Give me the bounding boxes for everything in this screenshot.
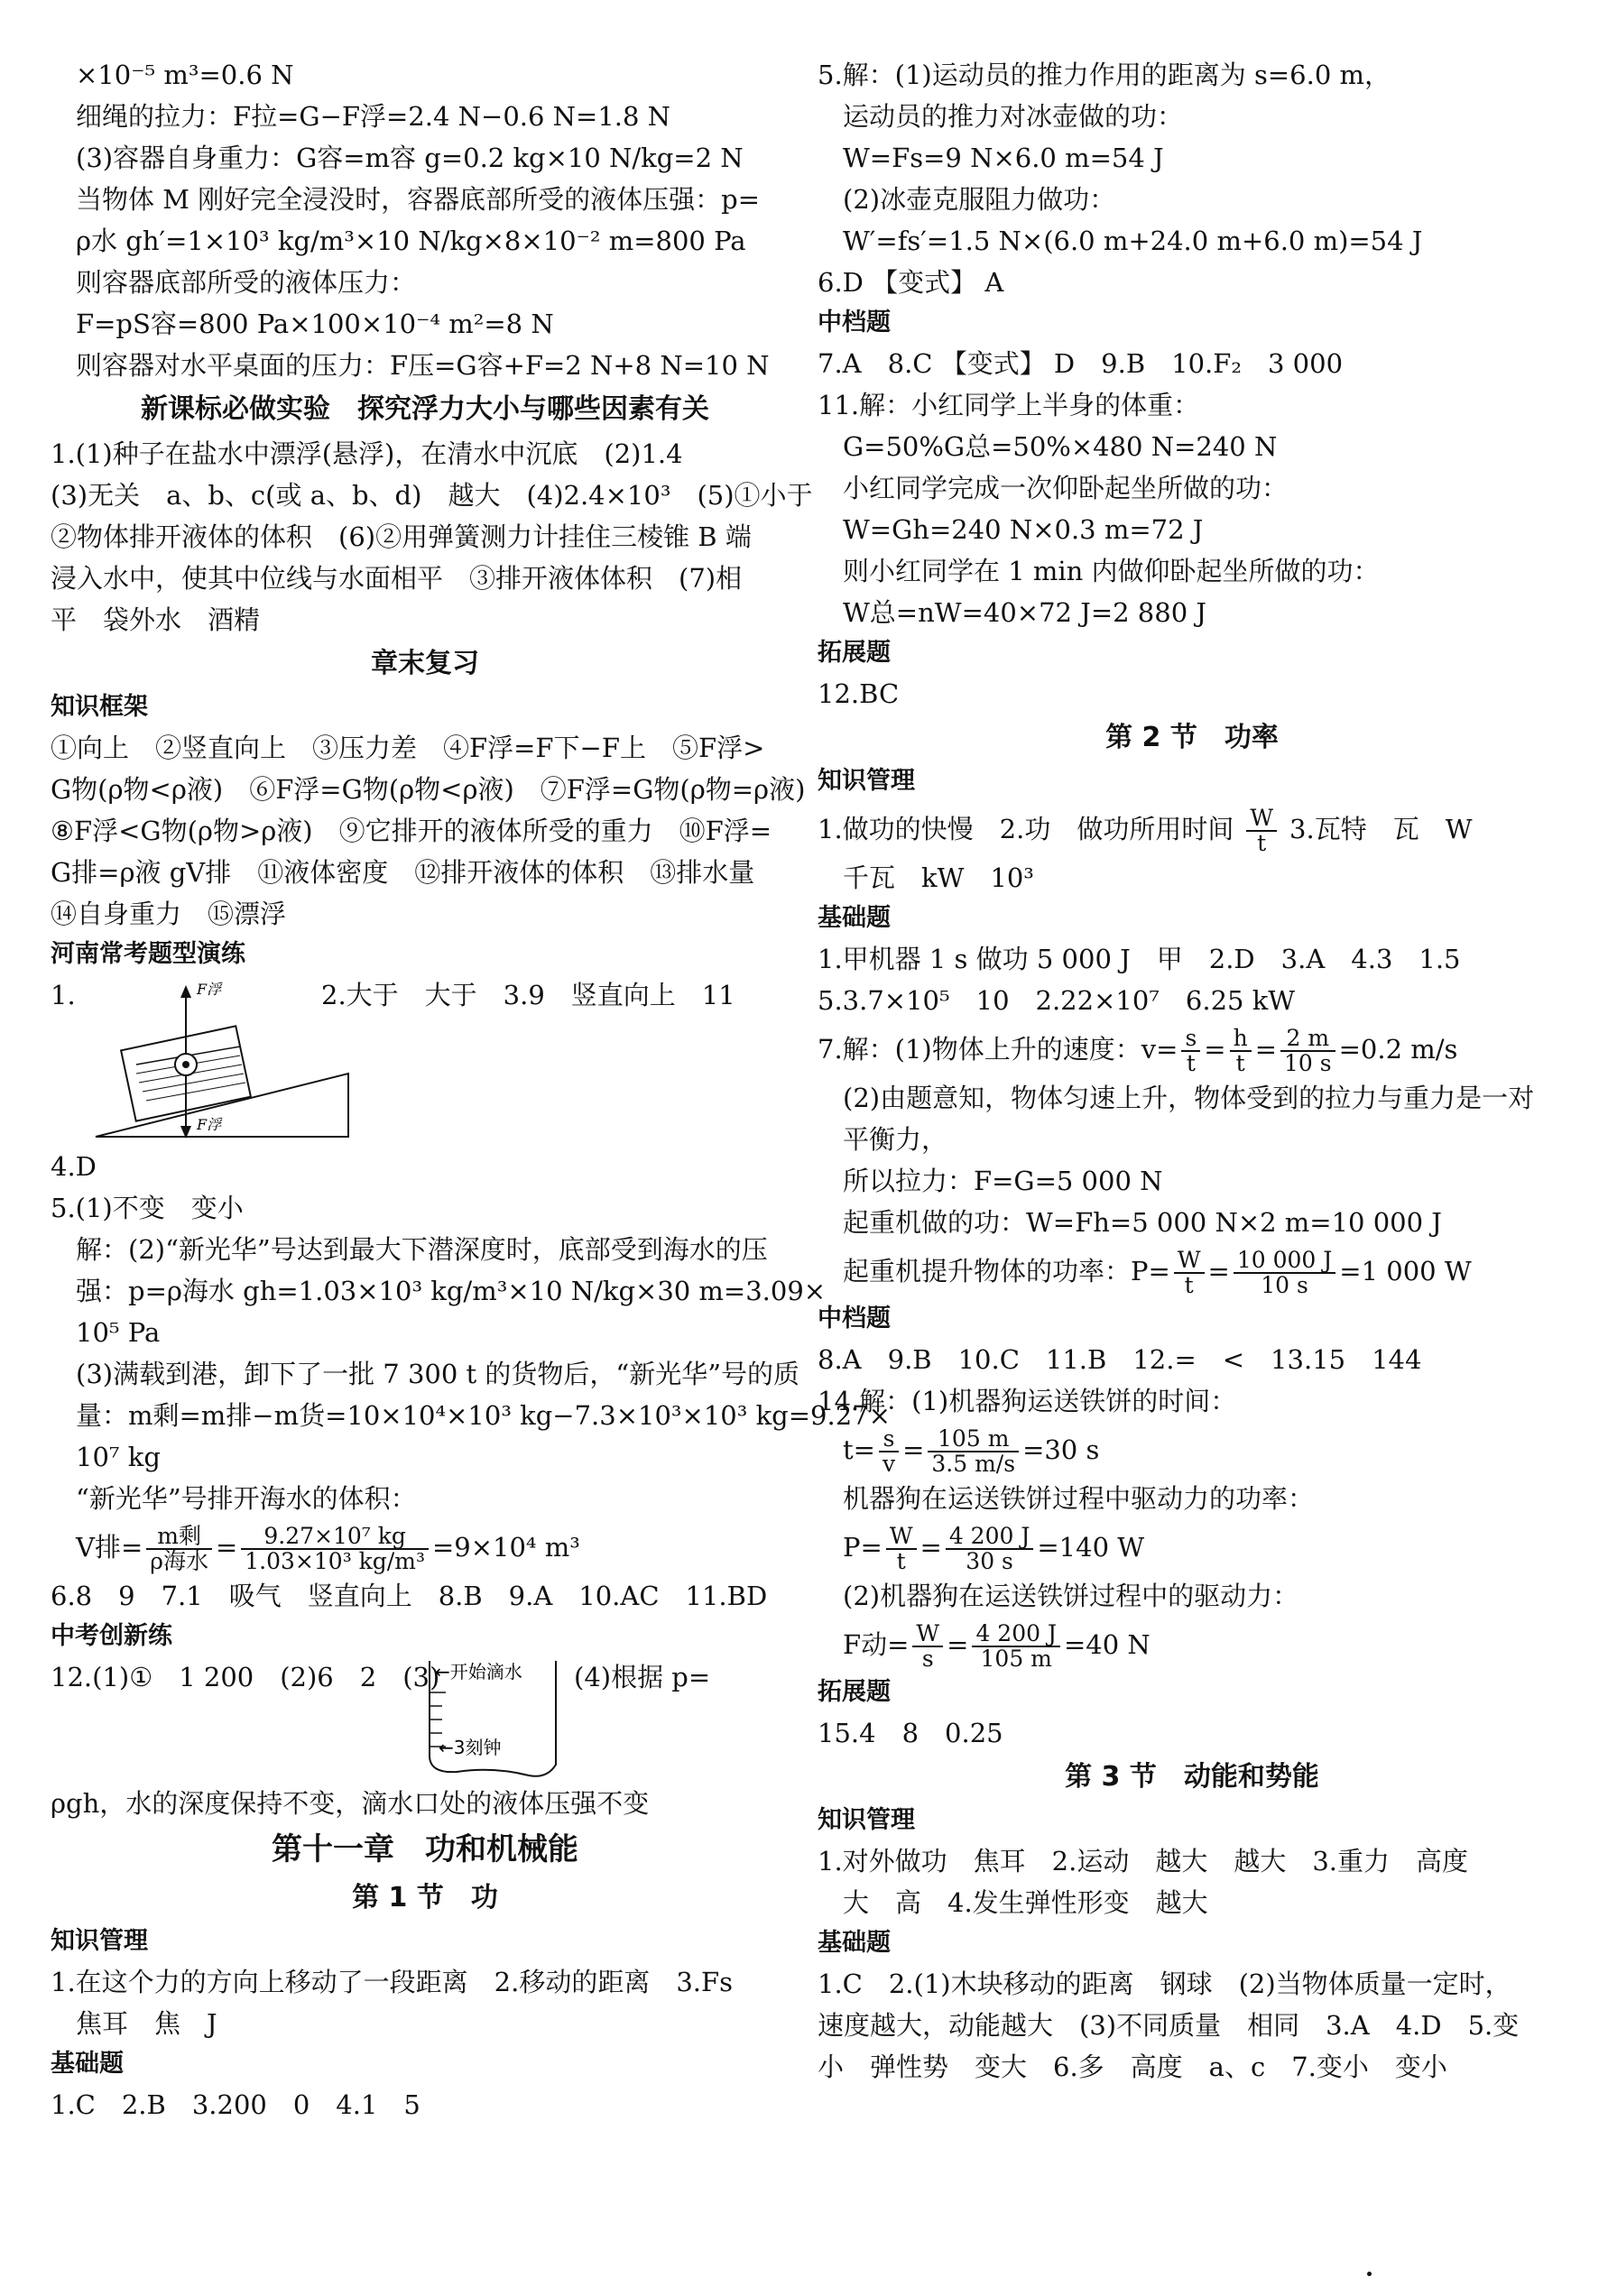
text-line: ⑧F浮<G物(ρ物>ρ液) ⑨它排开的液体所受的重力 ⑩F浮= (51, 816, 772, 846)
text-line: 1.在这个力的方向上移动了一段距离 2.移动的距离 3.Fs (51, 1967, 734, 1997)
text-line: (3)容器自身重力：G容=m容 g=0.2 kg×10 N/kg=2 N (76, 143, 744, 173)
numerator: 9.27×10⁷ kg (241, 1525, 429, 1550)
fraction (146, 1525, 212, 1573)
subsection-heading: 中档题 (818, 1305, 891, 1332)
chapter-title: 第十一章 功和机械能 (272, 1831, 578, 1867)
text-line: 则容器底部所受的液体压力： (76, 267, 417, 298)
fraction (1230, 1027, 1252, 1075)
text-line: 则容器对水平桌面的压力：F压=G容+F=2 N+8 N=10 N (76, 350, 770, 381)
denominator: ρ海水 (150, 1548, 208, 1574)
denominator: t (1184, 1272, 1194, 1298)
text-line: F=pS容=800 Pa×100×10⁻⁴ m²=8 N (76, 309, 554, 339)
text-line: “新光华”号排开海水的体积： (76, 1483, 417, 1514)
formula-rhs: =9×10⁴ m³ (431, 1532, 580, 1563)
text-line: ①向上 ②竖直向上 ③压力差 ④F浮=F下−F上 ⑤F浮> (51, 733, 765, 763)
text-line: 运动员的推力对冰壶做的功： (843, 101, 1184, 132)
numerator: 4 200 J (972, 1622, 1060, 1647)
text-line: G物(ρ物<ρ液) ⑥F浮=G物(ρ物<ρ液) ⑦F浮=G物(ρ物=ρ液) (51, 774, 806, 805)
fraction (1246, 807, 1277, 855)
text-line: 2.大于 大于 3.9 竖直向上 11 (321, 980, 735, 1010)
subsection-heading: 知识管理 (51, 1927, 148, 1955)
text-segment: 起重机提升物体的功率：P= (843, 1256, 1170, 1286)
numerator: W (912, 1622, 943, 1647)
numerator: 105 m (928, 1427, 1019, 1452)
text-line: 平衡力， (843, 1124, 948, 1155)
text-line: 大 高 4.发生弹性形变 越大 (843, 1887, 1208, 1918)
subsection-heading: 中考创新练 (51, 1622, 172, 1650)
text-line: 14.解：(1)机器狗运送铁饼的时间： (818, 1386, 1237, 1416)
text-line: 焦耳 焦 J (76, 2008, 217, 2039)
page-dot (1367, 2272, 1372, 2276)
subsection-heading: 知识框架 (51, 693, 148, 721)
text-line: 5.3.7×10⁵ 10 2.22×10⁷ 6.25 kW (818, 985, 1296, 1016)
fig2-label: ←3刻钟 (439, 1737, 502, 1758)
text-line: 机器狗在运送铁饼过程中驱动力的功率： (843, 1483, 1315, 1514)
text-line: 当物体 M 刚好完全浸没时，容器底部所受的液体压强：p= (76, 184, 760, 215)
text-segment: P= (843, 1532, 883, 1563)
subsection-heading: 中档题 (818, 309, 891, 337)
text-segment: =0.2 m/s (1338, 1034, 1458, 1065)
fraction (1174, 1249, 1205, 1297)
fraction (1280, 1027, 1335, 1075)
text-line: 12.BC (818, 678, 900, 709)
fraction (879, 1427, 899, 1476)
text-line: 千瓦 kW 10³ (843, 862, 1034, 893)
section-title: 章末复习 (371, 648, 479, 679)
denominator: t (1186, 1050, 1196, 1076)
text-line: W′=fs′=1.5 N×(6.0 m+24.0 m+6.0 m)=54 J (843, 226, 1423, 256)
dripping-container-figure (420, 1656, 565, 1783)
fraction (241, 1525, 429, 1573)
formula-line: t= $\frac{s}{v}$ = $\frac{105 m}{3.5 m/s}$ =30 s (843, 1425, 1100, 1477)
text-line: 15.4 8 0.25 (818, 1718, 1003, 1748)
section-title: 第 2 节 功率 (1105, 722, 1279, 753)
text-line: W=Gh=240 N×0.3 m=72 J (843, 514, 1204, 545)
text-line: (2)冰壶克服阻力做功： (843, 184, 1116, 215)
fraction (912, 1622, 943, 1671)
denominator: t (896, 1548, 906, 1574)
subsection-heading: 拓展题 (818, 1678, 891, 1706)
denominator: 1.03×10³ kg/m³ (245, 1548, 425, 1574)
denominator: t (1257, 830, 1267, 856)
text-line: (3)无关 a、b、c(或 a、b、d) 越大 (4)2.4×10³ (5)①小于 (51, 480, 813, 511)
text-line: ×10⁻⁵ m³=0.6 N (76, 60, 294, 90)
text-line: ρ水 gh′=1×10³ kg/m³×10 N/kg×8×10⁻² m=800 Pa (76, 226, 746, 256)
text-segment: =30 s (1022, 1434, 1100, 1465)
subsection-heading: 基础题 (51, 2050, 124, 2078)
text-line: 1.C 2.(1)木块移动的距离 钢球 (2)当物体质量一定时， (818, 1969, 1511, 1999)
text-line: 1.对外做功 焦耳 2.运动 越大 越大 3.重力 高度 (818, 1846, 1469, 1876)
text-line: (2)机器狗在运送铁饼过程中的驱动力： (843, 1581, 1299, 1611)
denominator: 10 s (1261, 1272, 1308, 1298)
denominator: s (921, 1646, 934, 1672)
formula-line: V排= $\frac{\text{m剩}}{\text{ρ海水}}$ = $\frac{\text{9.27×10⁷ kg}}{\text{1.03×10³ kg/m³}}$ =9×10⁴ m³ (76, 1523, 580, 1574)
denominator: 105 m (980, 1646, 1052, 1672)
numerator: s (1181, 1027, 1200, 1052)
fig1-force-label: F浮 (197, 981, 222, 998)
text-line: 1.甲机器 1 s 做功 5 000 J 甲 2.D 3.A 4.3 1.5 (818, 944, 1461, 974)
text-line: 细绳的拉力：F拉=G−F浮=2.4 N−0.6 N=1.8 N (76, 101, 671, 132)
q12-row (51, 1656, 799, 1783)
q1-row (51, 974, 799, 1146)
text-segment: 7.解：(1)物体上升的速度：v= (818, 1034, 1178, 1065)
numerator: 2 m (1280, 1027, 1335, 1052)
text-segment: =1 000 W (1339, 1256, 1472, 1286)
fraction (1181, 1027, 1200, 1075)
text-line: 12.(1)① 1 200 (2)6 2 (3) (51, 1662, 440, 1692)
numerator: s (879, 1427, 899, 1452)
right-column (818, 54, 1566, 2088)
text-segment: t= (843, 1434, 875, 1465)
text-segment: 1.做功的快慢 2.功 做功所用时间 (818, 814, 1234, 844)
text-line: ②物体排开液体的体积 (6)②用弹簧测力计挂住三棱锥 B 端 (51, 521, 752, 552)
denominator: 10 s (1284, 1050, 1332, 1076)
denominator: t (1235, 1050, 1245, 1076)
formula-line: F动= $\frac{W}{s}$ = $\frac{4 200 J}{105 m}$ =40 N (843, 1620, 1151, 1672)
text-line: 起重机做的功：W=Fh=5 000 N×2 m=10 000 J (843, 1207, 1442, 1238)
subsection-heading: 基础题 (818, 1929, 891, 1957)
text-line: 则小红同学在 1 min 内做仰卧起坐所做的功： (843, 556, 1380, 586)
formula-line: P= $\frac{W}{t}$ = $\frac{4 200 J}{30 s}$ =140 W (843, 1523, 1145, 1574)
text-line: 4.D (51, 1151, 97, 1182)
text-line: 1.C 2.B 3.200 0 4.1 5 (51, 2089, 420, 2120)
numerator: 10 000 J (1234, 1249, 1335, 1274)
text-line: (3)满载到港，卸下了一批 7 300 t 的货物后，“新光华”号的质 (76, 1359, 800, 1389)
subsection-heading: 基础题 (818, 904, 891, 932)
text-line: G排=ρ液 gV排 ⑪液体密度 ⑫排开液体的体积 ⑬排水量 (51, 857, 755, 888)
subsection-heading: 知识管理 (818, 767, 915, 795)
formula-lhs: V排= (76, 1532, 143, 1563)
text-line: 量：m剩=m排−m货=10×10⁴×10³ kg−7.3×10³×10³ kg=9.27× (76, 1400, 891, 1431)
fraction (972, 1622, 1060, 1671)
fraction (1234, 1249, 1335, 1297)
text-segment: F动= (843, 1629, 910, 1660)
text-line: 所以拉力：F=G=5 000 N (843, 1166, 1163, 1196)
text-line: 平 袋外水 酒精 (51, 604, 261, 635)
text-line: 小 弹性势 变大 6.多 高度 a、c 7.变小 变小 (818, 2052, 1447, 2082)
text-line: 浸入水中，使其中位线与水面相平 ③排开液体体积 (7)相 (51, 563, 743, 594)
text-line: 8.A 9.B 10.C 11.B 12.= < 13.15 144 (818, 1344, 1422, 1375)
section-title: 新课标必做实验 探究浮力大小与哪些因素有关 (141, 393, 709, 425)
text-line: 10⁵ Pa (76, 1317, 161, 1348)
numerator: W (886, 1525, 917, 1550)
text-segment: 3.瓦特 瓦 W (1289, 814, 1473, 844)
text-line: 7.A 8.C 【变式】 D 9.B 10.F₂ 3 000 (818, 348, 1344, 379)
text-line: 5.解：(1)运动员的推力作用的距离为 s=6.0 m， (818, 60, 1391, 90)
question-number: 1. (51, 980, 76, 1010)
text-line: W=Fs=9 N×6.0 m=54 J (843, 143, 1164, 173)
text-line: W总=nW=40×72 J=2 880 J (843, 597, 1206, 628)
fig2-label: ←开始滴水 (435, 1661, 522, 1683)
fraction (946, 1525, 1034, 1573)
numerator: W (1246, 807, 1277, 832)
text-line: 6.D 【变式】 A (818, 267, 1004, 298)
subsection-heading: 知识管理 (818, 1806, 915, 1834)
numerator: h (1230, 1027, 1252, 1052)
section-title: 第 1 节 功 (352, 1882, 498, 1913)
text-line: ρgh，水的深度保持不变，滴水口处的液体压强不变 (51, 1788, 650, 1819)
text-line: 10⁷ kg (76, 1442, 161, 1472)
fraction (928, 1427, 1019, 1476)
formula-line: 起重机提升物体的功率：P= $\frac{W}{t}$ = $\frac{10 000 J}{10 s}$ =1 000 W (843, 1247, 1472, 1298)
numerator: W (1174, 1249, 1205, 1274)
denominator: 30 s (966, 1548, 1013, 1574)
text-line: 解：(2)“新光华”号达到最大下潜深度时，底部受到海水的压 (76, 1234, 768, 1265)
text-line: 11.解：小红同学上半身的体重： (818, 390, 1200, 420)
text-line: 1.(1)种子在盐水中漂浮(悬浮)，在清水中沉底 (2)1.4 (51, 438, 683, 469)
text-line: 5.(1)不变 变小 (51, 1193, 244, 1223)
text-segment: =140 W (1037, 1532, 1145, 1563)
fraction (886, 1525, 917, 1573)
numerator: 4 200 J (946, 1525, 1034, 1550)
text-line: ⑭自身重力 ⑮漂浮 (51, 899, 287, 929)
fig1-force-label: F浮 (197, 1116, 222, 1133)
numerator: m剩 (146, 1525, 212, 1550)
text-line: 速度越大，动能越大 (3)不同质量 相同 3.A 4.D 5.变 (818, 2010, 1520, 2041)
section-title: 第 3 节 动能和势能 (1065, 1761, 1319, 1793)
denominator: v (882, 1451, 896, 1477)
subsection-heading: 拓展题 (818, 639, 891, 667)
formula-line (818, 801, 1566, 857)
denominator: 3.5 m/s (931, 1451, 1016, 1477)
buoyancy-incline-figure (87, 974, 357, 1146)
text-line: 强：p=ρ海水 gh=1.03×10³ kg/m³×10 N/kg×30 m=3.09× (76, 1276, 827, 1306)
text-line: G=50%G总=50%×480 N=240 N (843, 431, 1278, 462)
text-segment: =40 N (1063, 1629, 1151, 1660)
subsection-heading: 河南常考题型演练 (51, 940, 245, 968)
text-line: 小红同学完成一次仰卧起坐所做的功： (843, 473, 1289, 503)
text-line: (2)由题意知，物体匀速上升，物体受到的拉力与重力是一对 (843, 1083, 1535, 1113)
text-line: (4)根据 p= (574, 1662, 711, 1692)
formula-line: 7.解：(1)物体上升的速度：v= $\frac{s}{t}$ = $\frac{h}{t}$ = $\frac{2 m}{10 s}$ =0.2 m/s (818, 1025, 1458, 1076)
text-line: 6.8 9 7.1 吸气 竖直向上 8.B 9.A 10.AC 11.BD (51, 1581, 768, 1611)
